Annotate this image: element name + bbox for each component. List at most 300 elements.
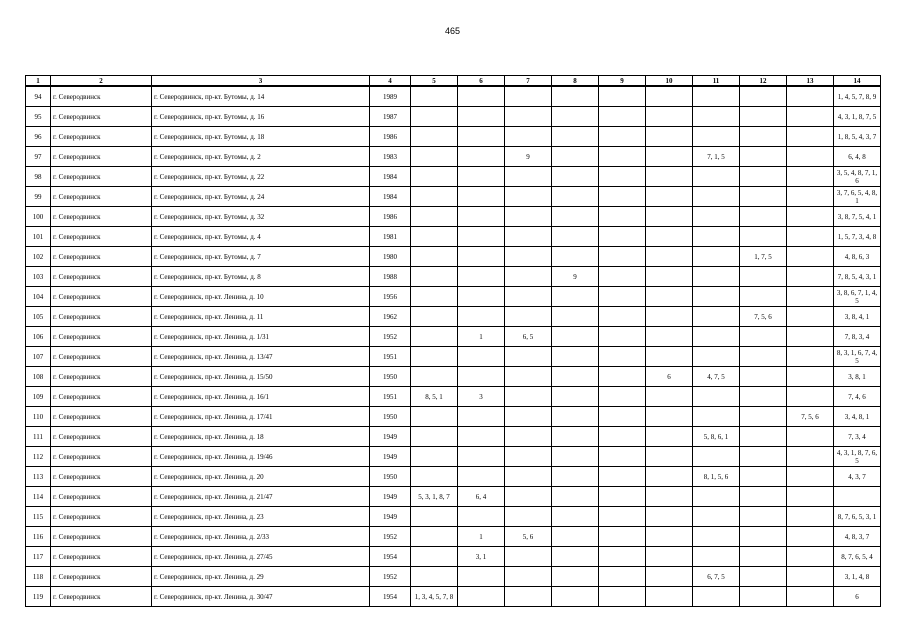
table-cell-col-8: 9	[552, 267, 599, 287]
table-cell-col-13	[787, 207, 834, 227]
table-cell-col-1: 115	[26, 507, 51, 527]
table-cell-col-2: г. Северодвинск	[51, 167, 152, 187]
table-cell-col-11	[693, 327, 740, 347]
table-cell-col-10	[646, 127, 693, 147]
table-cell-col-14: 1, 8, 5, 4, 3, 7	[834, 127, 881, 147]
table-cell-col-9	[599, 467, 646, 487]
table-row	[26, 187, 881, 207]
table-cell-col-10	[646, 107, 693, 127]
table-cell-col-12	[740, 86, 787, 107]
table-cell-col-7	[505, 167, 552, 187]
table-cell-col-7	[505, 227, 552, 247]
table-cell-col-14: 4, 3, 1, 8, 7, 5	[834, 107, 881, 127]
table-cell-col-2: г. Северодвинск	[51, 587, 152, 607]
table-cell-col-9	[599, 107, 646, 127]
table-cell-col-7	[505, 347, 552, 367]
table-cell-col-12	[740, 387, 787, 407]
table-cell-col-9	[599, 427, 646, 447]
table-cell-col-5: 1, 3, 4, 5, 7, 8	[411, 587, 458, 607]
table-cell-col-3: г. Северодвинск, пр-кт. Ленина, д. 30/47	[152, 587, 370, 607]
table-cell-col-11	[693, 487, 740, 507]
table-row	[26, 207, 881, 227]
table-cell-col-3: г. Северодвинск, пр-кт. Ленина, д. 11	[152, 307, 370, 327]
table-cell-col-4: 1986	[370, 127, 411, 147]
table-cell-col-11	[693, 287, 740, 307]
table-cell-col-5	[411, 547, 458, 567]
column-header-5: 5	[411, 76, 458, 87]
column-header-14: 14	[834, 76, 881, 87]
table-cell-col-11: 6, 7, 5	[693, 567, 740, 587]
table-cell-col-9	[599, 387, 646, 407]
table-cell-col-10	[646, 447, 693, 467]
table-cell-col-7	[505, 587, 552, 607]
table-cell-col-7	[505, 107, 552, 127]
table-cell-col-6	[458, 247, 505, 267]
table-cell-col-1: 110	[26, 407, 51, 427]
table-cell-col-1: 105	[26, 307, 51, 327]
table-cell-col-7	[505, 367, 552, 387]
table-cell-col-1: 98	[26, 167, 51, 187]
table-cell-col-2: г. Северодвинск	[51, 267, 152, 287]
table-cell-col-8	[552, 507, 599, 527]
table-cell-col-6	[458, 347, 505, 367]
table-cell-col-11	[693, 86, 740, 107]
table-cell-col-13	[787, 307, 834, 327]
table-cell-col-5	[411, 407, 458, 427]
table-cell-col-7	[505, 127, 552, 147]
table-cell-col-5	[411, 207, 458, 227]
table-cell-col-11	[693, 167, 740, 187]
table-cell-col-14: 3, 8, 1	[834, 367, 881, 387]
table-cell-col-8	[552, 347, 599, 367]
table-cell-col-2: г. Северодвинск	[51, 387, 152, 407]
table-cell-col-12: 1, 7, 5	[740, 247, 787, 267]
table-cell-col-10	[646, 86, 693, 107]
table-cell-col-8	[552, 567, 599, 587]
table-cell-col-9	[599, 347, 646, 367]
table-cell-col-12	[740, 407, 787, 427]
table-cell-col-14: 3, 4, 8, 1	[834, 407, 881, 427]
table-cell-col-3: г. Северодвинск, пр-кт. Бутомы, д. 24	[152, 187, 370, 207]
table-cell-col-1: 109	[26, 387, 51, 407]
table-cell-col-6: 1	[458, 527, 505, 547]
table-cell-col-12	[740, 527, 787, 547]
table-cell-col-8	[552, 367, 599, 387]
table-cell-col-5	[411, 187, 458, 207]
table-row	[26, 227, 881, 247]
table-cell-col-12	[740, 587, 787, 607]
table-cell-col-12	[740, 207, 787, 227]
table-cell-col-3: г. Северодвинск, пр-кт. Ленина, д. 20	[152, 467, 370, 487]
table-row	[26, 467, 881, 487]
table-cell-col-5	[411, 307, 458, 327]
table-cell-col-13	[787, 447, 834, 467]
table-cell-col-1: 97	[26, 147, 51, 167]
table-cell-col-13	[787, 187, 834, 207]
table-cell-col-10	[646, 287, 693, 307]
table-cell-col-8	[552, 127, 599, 147]
table-cell-col-4: 1952	[370, 327, 411, 347]
table-cell-col-10	[646, 307, 693, 327]
table-cell-col-12	[740, 107, 787, 127]
table-cell-col-4: 1956	[370, 287, 411, 307]
table-cell-col-12	[740, 467, 787, 487]
table-cell-col-12	[740, 507, 787, 527]
table-cell-col-1: 102	[26, 247, 51, 267]
table-cell-col-6	[458, 187, 505, 207]
table-row	[26, 587, 881, 607]
table-cell-col-3: г. Северодвинск, пр-кт. Ленина, д. 1/31	[152, 327, 370, 347]
table-cell-col-5	[411, 427, 458, 447]
column-header-1: 1	[26, 76, 51, 87]
table-cell-col-9	[599, 527, 646, 547]
table-cell-col-5	[411, 567, 458, 587]
table-row	[26, 167, 881, 187]
table-cell-col-13	[787, 287, 834, 307]
table-cell-col-10	[646, 227, 693, 247]
table-cell-col-4: 1988	[370, 267, 411, 287]
table-cell-col-4: 1980	[370, 247, 411, 267]
table-cell-col-8	[552, 167, 599, 187]
table-cell-col-9	[599, 547, 646, 567]
table-cell-col-10	[646, 567, 693, 587]
table-cell-col-8	[552, 227, 599, 247]
table-cell-col-8	[552, 147, 599, 167]
table-cell-col-10	[646, 347, 693, 367]
column-header-9: 9	[599, 76, 646, 87]
table-cell-col-7	[505, 207, 552, 227]
table-cell-col-8	[552, 187, 599, 207]
table-cell-col-9	[599, 567, 646, 587]
table-row	[26, 287, 881, 307]
table-cell-col-4: 1951	[370, 387, 411, 407]
table-cell-col-6	[458, 427, 505, 447]
table-cell-col-13	[787, 467, 834, 487]
table-cell-col-10	[646, 427, 693, 447]
table-cell-col-5: 8, 5, 1	[411, 387, 458, 407]
table-row	[26, 407, 881, 427]
table-body	[26, 86, 881, 607]
table-row	[26, 367, 881, 387]
table-cell-col-1: 95	[26, 107, 51, 127]
table-cell-col-1: 114	[26, 487, 51, 507]
table-cell-col-13	[787, 487, 834, 507]
table-cell-col-9	[599, 367, 646, 387]
table-cell-col-9	[599, 307, 646, 327]
table-cell-col-6	[458, 107, 505, 127]
table-cell-col-7	[505, 447, 552, 467]
table-cell-col-2: г. Северодвинск	[51, 86, 152, 107]
table-cell-col-4: 1951	[370, 347, 411, 367]
column-header-11: 11	[693, 76, 740, 87]
column-header-7: 7	[505, 76, 552, 87]
table-cell-col-4: 1981	[370, 227, 411, 247]
table-cell-col-7	[505, 86, 552, 107]
table-cell-col-6: 6, 4	[458, 487, 505, 507]
table-cell-col-5	[411, 447, 458, 467]
table-cell-col-3: г. Северодвинск, пр-кт. Бутомы, д. 4	[152, 227, 370, 247]
table-cell-col-9	[599, 487, 646, 507]
table-cell-col-5: 5, 3, 1, 8, 7	[411, 487, 458, 507]
table-cell-col-10	[646, 267, 693, 287]
table-cell-col-6	[458, 167, 505, 187]
table-cell-col-13	[787, 127, 834, 147]
table-row	[26, 327, 881, 347]
table-cell-col-4: 1984	[370, 167, 411, 187]
table-cell-col-11	[693, 267, 740, 287]
table-cell-col-8	[552, 467, 599, 487]
table-cell-col-12	[740, 347, 787, 367]
table-cell-col-9	[599, 587, 646, 607]
table-cell-col-6	[458, 147, 505, 167]
table-cell-col-6	[458, 287, 505, 307]
table-cell-col-2: г. Северодвинск	[51, 127, 152, 147]
table-cell-col-10	[646, 467, 693, 487]
table-cell-col-8	[552, 527, 599, 547]
table-cell-col-7	[505, 427, 552, 447]
table-cell-col-5	[411, 267, 458, 287]
table-cell-col-1: 111	[26, 427, 51, 447]
table-cell-col-14: 3, 7, 6, 5, 4, 8, 1	[834, 187, 881, 207]
table-cell-col-1: 106	[26, 327, 51, 347]
table-cell-col-1: 113	[26, 467, 51, 487]
table-cell-col-7	[505, 547, 552, 567]
table-cell-col-2: г. Северодвинск	[51, 427, 152, 447]
table-cell-col-11: 7, 1, 5	[693, 147, 740, 167]
table-cell-col-10	[646, 587, 693, 607]
table-cell-col-14: 7, 4, 6	[834, 387, 881, 407]
table-cell-col-4: 1989	[370, 86, 411, 107]
table-cell-col-4: 1949	[370, 487, 411, 507]
table-cell-col-7	[505, 307, 552, 327]
table-cell-col-12	[740, 367, 787, 387]
table-cell-col-3: г. Северодвинск, пр-кт. Ленина, д. 29	[152, 567, 370, 587]
table-cell-col-3: г. Северодвинск, пр-кт. Ленина, д. 17/41	[152, 407, 370, 427]
table-cell-col-11: 5, 8, 6, 1	[693, 427, 740, 447]
table-row	[26, 267, 881, 287]
table-cell-col-3: г. Северодвинск, пр-кт. Бутомы, д. 7	[152, 247, 370, 267]
table-cell-col-14: 3, 8, 6, 7, 1, 4, 5	[834, 287, 881, 307]
table-cell-col-8	[552, 287, 599, 307]
table-cell-col-6	[458, 267, 505, 287]
table-cell-col-9	[599, 407, 646, 427]
table-cell-col-8	[552, 387, 599, 407]
table-cell-col-13	[787, 347, 834, 367]
table-cell-col-9	[599, 287, 646, 307]
table-cell-col-13: 7, 5, 6	[787, 407, 834, 427]
table-cell-col-6	[458, 367, 505, 387]
table-cell-col-14: 4, 8, 3, 7	[834, 527, 881, 547]
table-cell-col-7	[505, 567, 552, 587]
table-cell-col-2: г. Северодвинск	[51, 307, 152, 327]
table-cell-col-4: 1952	[370, 527, 411, 547]
table-cell-col-7	[505, 387, 552, 407]
header-row	[26, 76, 881, 87]
table-cell-col-9	[599, 447, 646, 467]
table-cell-col-13	[787, 547, 834, 567]
table-cell-col-13	[787, 387, 834, 407]
table-cell-col-6	[458, 207, 505, 227]
column-header-4: 4	[370, 76, 411, 87]
table-cell-col-12: 7, 5, 6	[740, 307, 787, 327]
table-cell-col-12	[740, 147, 787, 167]
table-cell-col-2: г. Северодвинск	[51, 367, 152, 387]
table-cell-col-5	[411, 507, 458, 527]
table-cell-col-10	[646, 487, 693, 507]
table-cell-col-8	[552, 487, 599, 507]
table-cell-col-5	[411, 86, 458, 107]
table-cell-col-9	[599, 247, 646, 267]
table-cell-col-13	[787, 267, 834, 287]
table-cell-col-8	[552, 107, 599, 127]
table-cell-col-14: 4, 3, 7	[834, 467, 881, 487]
table-cell-col-3: г. Северодвинск, пр-кт. Ленина, д. 10	[152, 287, 370, 307]
table-cell-col-14: 3, 1, 4, 8	[834, 567, 881, 587]
table-cell-col-3: г. Северодвинск, пр-кт. Ленина, д. 15/50	[152, 367, 370, 387]
table-cell-col-5	[411, 367, 458, 387]
table-cell-col-1: 94	[26, 86, 51, 107]
table-row	[26, 147, 881, 167]
table-cell-col-9	[599, 127, 646, 147]
table-cell-col-6	[458, 567, 505, 587]
table-cell-col-14: 6, 4, 8	[834, 147, 881, 167]
table-cell-col-3: г. Северодвинск, пр-кт. Ленина, д. 13/47	[152, 347, 370, 367]
table-cell-col-13	[787, 427, 834, 447]
table-cell-col-11	[693, 227, 740, 247]
table-cell-col-13	[787, 247, 834, 267]
table-cell-col-11	[693, 207, 740, 227]
table-cell-col-4: 1954	[370, 587, 411, 607]
table-cell-col-7	[505, 487, 552, 507]
table-cell-col-14: 4, 8, 6, 3	[834, 247, 881, 267]
table-cell-col-1: 96	[26, 127, 51, 147]
table-cell-col-14: 7, 8, 5, 4, 3, 1	[834, 267, 881, 287]
table-cell-col-8	[552, 327, 599, 347]
table-cell-col-3: г. Северодвинск, пр-кт. Ленина, д. 16/1	[152, 387, 370, 407]
table-row	[26, 487, 881, 507]
column-header-2: 2	[51, 76, 152, 87]
table-cell-col-11	[693, 127, 740, 147]
table-cell-col-8	[552, 207, 599, 227]
table-cell-col-3: г. Северодвинск, пр-кт. Ленина, д. 18	[152, 427, 370, 447]
table-cell-col-14: 8, 7, 6, 5, 3, 1	[834, 507, 881, 527]
table-cell-col-2: г. Северодвинск	[51, 407, 152, 427]
table-cell-col-5	[411, 327, 458, 347]
table-cell-col-8	[552, 547, 599, 567]
table-cell-col-5	[411, 127, 458, 147]
table-cell-col-7: 9	[505, 147, 552, 167]
table-cell-col-6: 3	[458, 387, 505, 407]
table-cell-col-1: 117	[26, 547, 51, 567]
table-cell-col-2: г. Северодвинск	[51, 547, 152, 567]
table-cell-col-7	[505, 267, 552, 287]
table-cell-col-2: г. Северодвинск	[51, 567, 152, 587]
table-cell-col-14: 3, 8, 7, 5, 4, 1	[834, 207, 881, 227]
table-cell-col-4: 1987	[370, 107, 411, 127]
table-cell-col-4: 1949	[370, 447, 411, 467]
table-cell-col-2: г. Северодвинск	[51, 187, 152, 207]
table-cell-col-14: 8, 7, 6, 5, 4	[834, 547, 881, 567]
table-cell-col-6	[458, 587, 505, 607]
page-number: 465	[444, 26, 461, 36]
table-cell-col-14: 7, 8, 3, 4	[834, 327, 881, 347]
table-cell-col-6	[458, 407, 505, 427]
table-cell-col-5	[411, 107, 458, 127]
table-cell-col-12	[740, 267, 787, 287]
table-cell-col-4: 1962	[370, 307, 411, 327]
table-row	[26, 307, 881, 327]
table-cell-col-13	[787, 587, 834, 607]
table-cell-col-1: 116	[26, 527, 51, 547]
table-cell-col-3: г. Северодвинск, пр-кт. Бутомы, д. 32	[152, 207, 370, 227]
table-cell-col-6	[458, 86, 505, 107]
registry-table	[25, 75, 881, 607]
table-cell-col-7: 6, 5	[505, 327, 552, 347]
table-cell-col-1: 107	[26, 347, 51, 367]
table-cell-col-8	[552, 247, 599, 267]
table-cell-col-7	[505, 407, 552, 427]
table-cell-col-10: 6	[646, 367, 693, 387]
table-cell-col-11: 4, 7, 5	[693, 367, 740, 387]
table-cell-col-3: г. Северодвинск, пр-кт. Ленина, д. 21/47	[152, 487, 370, 507]
table-cell-col-5	[411, 347, 458, 367]
table-cell-col-13	[787, 567, 834, 587]
table-cell-col-11	[693, 307, 740, 327]
table-row	[26, 547, 881, 567]
table-cell-col-5	[411, 467, 458, 487]
table-cell-col-2: г. Северодвинск	[51, 207, 152, 227]
table-row	[26, 447, 881, 467]
column-header-6: 6	[458, 76, 505, 87]
table-row	[26, 527, 881, 547]
column-header-12: 12	[740, 76, 787, 87]
table-cell-col-8	[552, 427, 599, 447]
column-header-13: 13	[787, 76, 834, 87]
column-header-8: 8	[552, 76, 599, 87]
table-cell-col-12	[740, 327, 787, 347]
table-cell-col-5	[411, 527, 458, 547]
table-cell-col-8	[552, 86, 599, 107]
table-cell-col-4: 1952	[370, 567, 411, 587]
table-cell-col-1: 118	[26, 567, 51, 587]
table-cell-col-14: 1, 5, 7, 3, 4, 8	[834, 227, 881, 247]
table-cell-col-5	[411, 227, 458, 247]
table-cell-col-2: г. Северодвинск	[51, 247, 152, 267]
table-row	[26, 107, 881, 127]
table-cell-col-2: г. Северодвинск	[51, 347, 152, 367]
table-cell-col-14: 1, 4, 5, 7, 8, 9	[834, 86, 881, 107]
table-cell-col-8	[552, 407, 599, 427]
table-cell-col-5	[411, 167, 458, 187]
table-row	[26, 567, 881, 587]
table-cell-col-6: 3, 1	[458, 547, 505, 567]
table-cell-col-2: г. Северодвинск	[51, 487, 152, 507]
table-cell-col-10	[646, 247, 693, 267]
table-cell-col-13	[787, 367, 834, 387]
table-cell-col-4: 1986	[370, 207, 411, 227]
table-cell-col-12	[740, 427, 787, 447]
column-header-3: 3	[152, 76, 370, 87]
table-row	[26, 387, 881, 407]
table-cell-col-3: г. Северодвинск, пр-кт. Бутомы, д. 18	[152, 127, 370, 147]
table-cell-col-6	[458, 507, 505, 527]
table-cell-col-4: 1949	[370, 427, 411, 447]
table-cell-col-3: г. Северодвинск, пр-кт. Ленина, д. 23	[152, 507, 370, 527]
table-cell-col-13	[787, 227, 834, 247]
table-cell-col-7	[505, 187, 552, 207]
table-cell-col-3: г. Северодвинск, пр-кт. Бутомы, д. 8	[152, 267, 370, 287]
table-cell-col-10	[646, 187, 693, 207]
